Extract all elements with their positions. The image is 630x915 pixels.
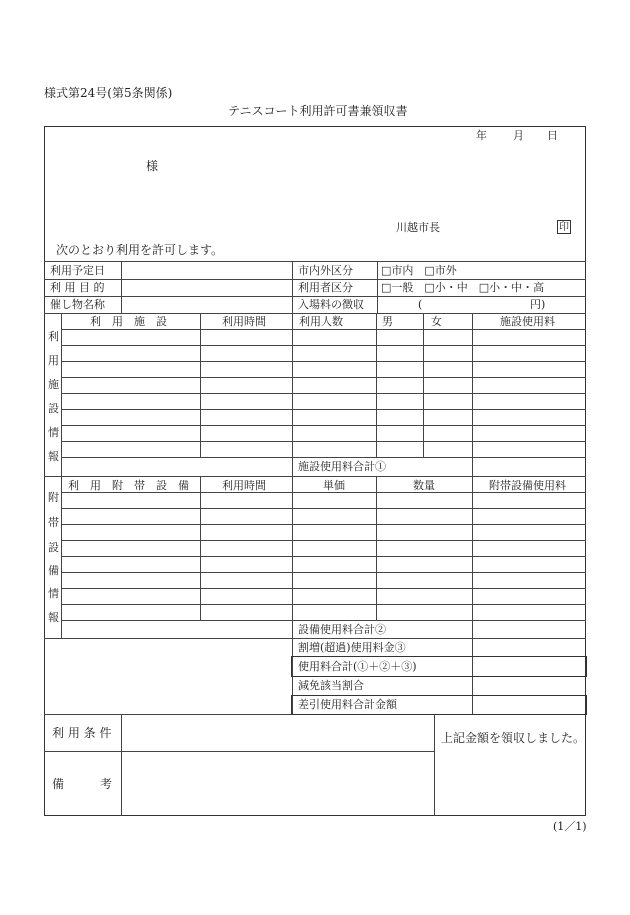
date-year-label: 年 — [476, 129, 487, 142]
equipment-quantity-header: 数量 — [413, 479, 435, 492]
residency-label: 市内外区分 — [298, 264, 353, 277]
event-name-label: 催し物名称 — [50, 298, 105, 311]
facility-time-header: 利用時間 — [222, 315, 266, 328]
equipment-side-char: 帯 — [48, 516, 59, 529]
equipment-unit-price-header: 単価 — [323, 479, 345, 492]
equipment-subtotal-label: 設備使用料合計② — [298, 623, 386, 636]
equipment-side-char: 附 — [48, 491, 59, 504]
equipment-side-char: 情 — [48, 587, 59, 600]
equipment-side-char: 備 — [48, 564, 59, 577]
facility-fee-header: 施設使用料 — [500, 315, 555, 328]
admission-label: 入場料の徴収 — [298, 298, 364, 311]
admission-yen-close: 円) — [530, 298, 546, 311]
addressee-suffix: 様 — [146, 159, 159, 173]
facility-side-char: 報 — [48, 450, 59, 463]
facility-side-char: 施 — [48, 378, 59, 391]
facility-side-char: 利 — [48, 330, 59, 343]
date-month-label: 月 — [513, 129, 524, 142]
net-total-label: 差引使用料合計金額 — [298, 698, 397, 711]
seal-mark: 印 — [559, 222, 569, 233]
reduction-label: 減免該当割合 — [298, 679, 364, 692]
residency-checkboxes[interactable]: □市内 □市外 — [381, 264, 457, 277]
facility-people-header: 利用人数 — [299, 315, 343, 328]
user-category-label: 利用者区分 — [298, 281, 353, 294]
facility-side-char: 設 — [48, 402, 59, 415]
admission-open-paren: ( — [418, 298, 423, 311]
facility-subtotal-label: 施設使用料合計① — [298, 460, 386, 473]
form-number: 様式第24号(第5条関係) — [44, 86, 173, 100]
total-fee-label: 使用料合計(①＋②＋③) — [298, 660, 417, 673]
equipment-header: 利 用 附 帯 設 備 — [68, 479, 189, 492]
issuer: 川越市長 — [396, 221, 440, 234]
facility-side-char: 情 — [48, 426, 59, 439]
facility-header: 利 用 施 設 — [90, 315, 167, 328]
equipment-side-char: 設 — [48, 541, 59, 554]
receipt-text: 上記金額を領収しました。 — [441, 731, 586, 745]
user-category-checkboxes[interactable]: □一般 □小・中 □小・中・高 — [381, 281, 545, 294]
surcharge-label: 割増(超過)使用料金③ — [298, 641, 406, 654]
remarks-label: 備 考 — [52, 777, 113, 791]
permission-text: 次のとおり利用を許可します。 — [56, 243, 224, 257]
facility-female-header: 女 — [431, 315, 442, 328]
page-title: テニスコート利用許可書兼領収書 — [228, 104, 408, 118]
equipment-fee-header: 附帯設備使用料 — [489, 479, 566, 492]
facility-side-char: 用 — [48, 354, 59, 367]
equipment-time-header: 利用時間 — [222, 479, 266, 492]
equipment-side-char: 報 — [48, 611, 59, 624]
date-day-label: 日 — [547, 129, 558, 142]
page-indicator: (1／1) — [553, 820, 587, 833]
facility-male-header: 男 — [382, 315, 393, 328]
purpose-label: 利 用 目 的 — [50, 281, 105, 294]
conditions-label: 利 用 条 件 — [52, 726, 112, 740]
scheduled-date-label: 利用予定日 — [50, 264, 105, 277]
